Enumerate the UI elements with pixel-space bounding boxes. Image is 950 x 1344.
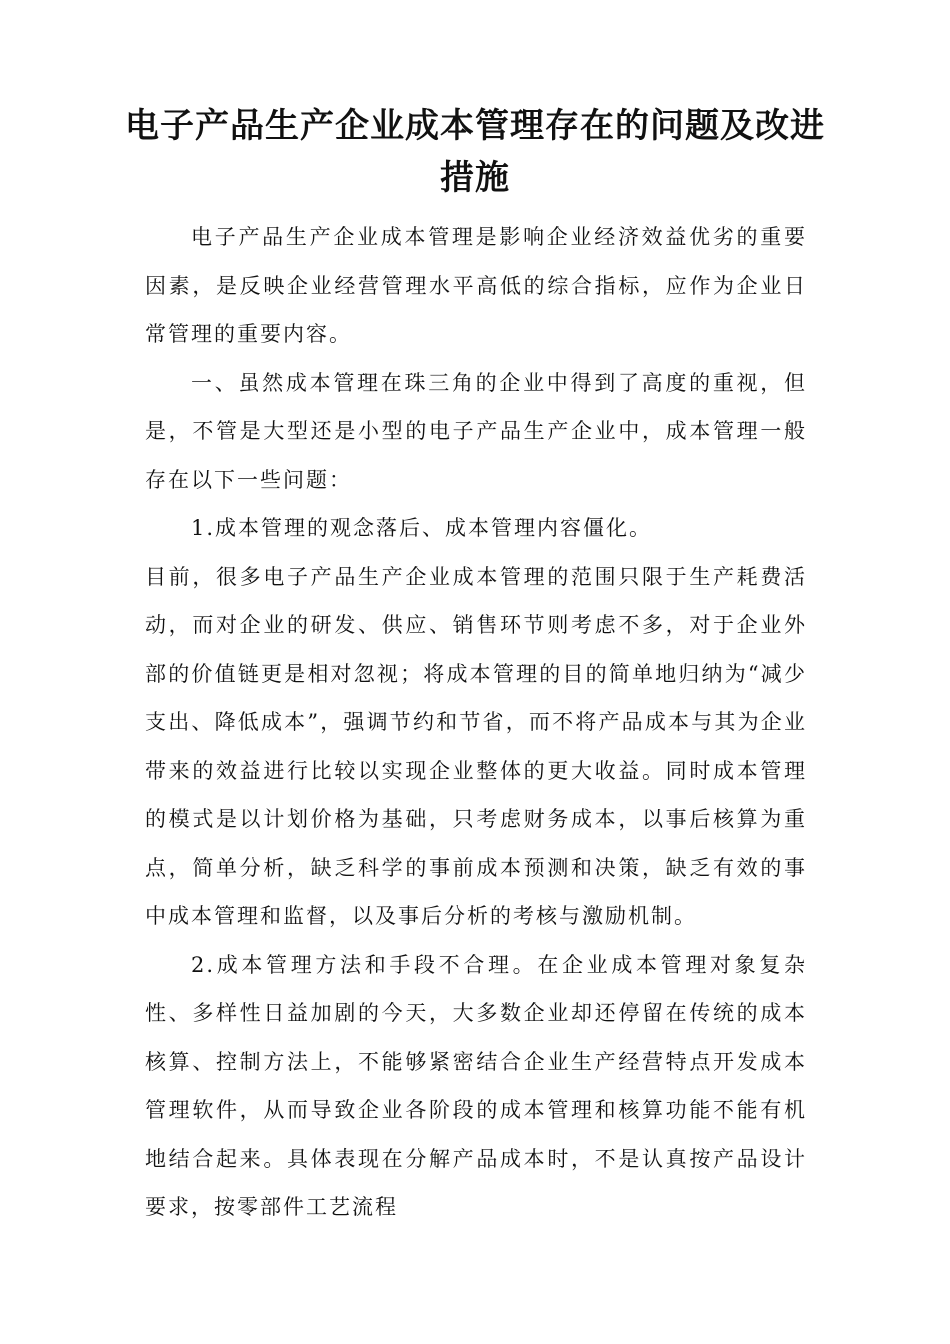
paragraph-item-one-body: 目前，很多电子产品生产企业成本管理的范围只限于生产耗费活动，而对企业的研发、供应、销售环节则考虑不多，对于企业外部的价值链更是相对忽视；将成本管理的目的简单地归纳为“减少支出、降低成本”，强调节约和节省，而不将产品成本与其为企业带来的效益进行比较以实现企业整体的更大收益。同时成本管理的模式是以计划价格为基础，只考虑财务成本，以事后核算为重点，简单分析，缺乏科学的事前成本预测和决策，缺乏有效的事中成本管理和监督，以及事后分析的考核与激励机制。	[145, 564, 807, 928]
document-body	[145, 213, 807, 1232]
document-title: 电子产品生产企业成本管理存在的问题及改进措施	[125, 106, 825, 198]
paragraph-item-two: 2.成本管理方法和手段不合理。在企业成本管理对象复杂性、多样性日益加剧的今天，大多数企业却还停留在传统的成本核算、控制方法上，不能够紧密结合企业生产经营特点开发成本管理软件，从而导致企业各阶段的成本管理和核算功能不能有机地结合起来。具体表现在分解产品成本时，不是认真按产品设计要求，按零部件工艺流程	[145, 952, 807, 1219]
paragraph-intro: 电子产品生产企业成本管理是影响企业经济效益优劣的重要因素，是反映企业经营管理水平高低的综合指标，应作为企业日常管理的重要内容。	[145, 225, 807, 346]
paragraph-item-one-heading: 1.成本管理的观念落后、成本管理内容僵化。	[191, 516, 653, 540]
paragraph-section-one: 一、虽然成本管理在珠三角的企业中得到了高度的重视，但是，不管是大型还是小型的电子产品生产企业中，成本管理一般存在以下一些问题：	[145, 370, 807, 492]
